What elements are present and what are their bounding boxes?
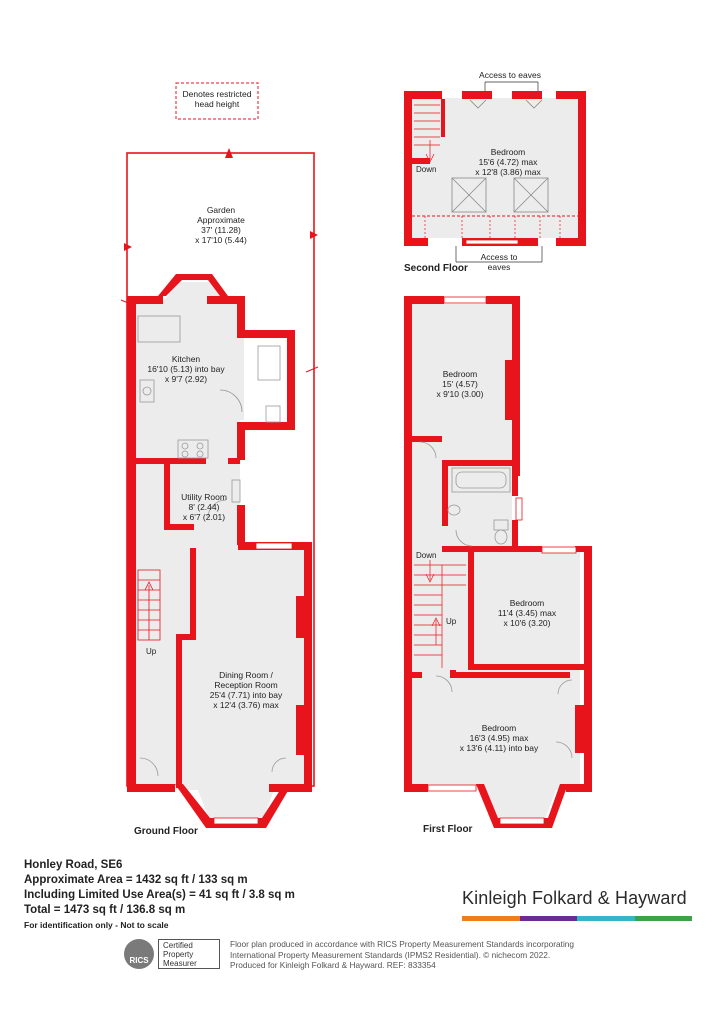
rics-logo: RICS xyxy=(124,939,154,969)
dining-label-2: Reception Room xyxy=(214,680,278,690)
limited-use-area: Including Limited Use Area(s) = 41 sq ft / 3.8 sq m xyxy=(24,889,295,901)
brand-bar-cyan xyxy=(577,916,635,921)
second-down-label: Down xyxy=(416,165,437,174)
second-bed-label: Bedroom xyxy=(490,147,526,157)
garden-approx: Approximate xyxy=(197,215,245,225)
utility-label: Utility Room xyxy=(181,492,227,502)
kitchen-label: Kitchen xyxy=(171,354,201,364)
kitchen-dim-2: x 9'7 (2.92) xyxy=(164,374,208,384)
garden-label: Garden xyxy=(206,205,236,215)
second-floor-title: Second Floor xyxy=(404,263,468,274)
dining-dim-2: x 12'4 (3.76) max xyxy=(213,700,279,710)
rics-line-3: Measurer xyxy=(163,959,197,968)
certified-measurer-box xyxy=(158,939,220,969)
brand-bar-purple xyxy=(520,916,578,921)
first-bed1-dim-2: x 9'10 (3.00) xyxy=(436,389,484,399)
total-area: Total = 1473 sq ft / 136.8 sq m xyxy=(24,904,186,916)
utility-dim-1: 8' (2.44) xyxy=(188,502,220,512)
first-bed3-dim-2: x 13'6 (4.11) into bay xyxy=(459,743,539,753)
first-up-label: Up xyxy=(446,617,457,626)
dining-dim-1: 25'4 (7.71) into bay xyxy=(209,690,283,700)
rics-line-2: Property xyxy=(163,950,194,959)
ground-floor xyxy=(121,83,318,837)
approximate-area: Approximate Area = 1432 sq ft / 133 sq m xyxy=(24,874,248,886)
brand-color-bar xyxy=(462,916,692,921)
disclaimer-line-3: Produced for Kinleigh Folkard & Hayward. REF: 833354 xyxy=(230,960,436,970)
ground-up-label: Up xyxy=(146,647,157,656)
disclaimer xyxy=(230,939,590,971)
brand-bar-green xyxy=(635,916,693,921)
first-floor xyxy=(404,296,592,835)
eaves-bottom-label-2: eaves xyxy=(487,262,511,272)
first-bed3-label: Bedroom xyxy=(481,723,517,733)
brand-bar-orange xyxy=(462,916,520,921)
second-bed-dim-1: 15'6 (4.72) max xyxy=(478,157,538,167)
brand-name: Kinleigh Folkard & Hayward xyxy=(462,888,687,908)
garden-dim-2: x 17'10 (5.44) xyxy=(195,235,247,245)
address: Honley Road, SE6 xyxy=(24,859,123,871)
first-bed1-label: Bedroom xyxy=(442,369,478,379)
restricted-label-2: head height xyxy=(194,99,240,109)
restricted-label-1: Denotes restricted xyxy=(182,89,252,99)
property-info xyxy=(24,858,354,932)
disclaimer-line-1: Floor plan produced in accordance with RICS Property Measurement Standards incorporating xyxy=(230,939,575,949)
first-bed3-dim-1: 16'3 (4.95) max xyxy=(469,733,529,743)
eaves-bottom-label-1: Access to xyxy=(480,252,518,262)
first-bed1-dim-1: 15' (4.57) xyxy=(442,379,478,389)
eaves-top-label: Access to eaves xyxy=(479,70,541,80)
first-bed2-dim-1: 11'4 (3.45) max xyxy=(497,608,557,618)
first-bed2-label: Bedroom xyxy=(509,598,545,608)
first-floor-title: First Floor xyxy=(423,824,473,835)
second-bed-dim-2: x 12'8 (3.86) max xyxy=(475,167,541,177)
dining-label-1: Dining Room / xyxy=(219,670,273,680)
utility-dim-2: x 6'7 (2.01) xyxy=(182,512,226,522)
scale-note: For identification only - Not to scale xyxy=(24,920,169,930)
rics-badge xyxy=(124,939,224,971)
first-bed2-dim-2: x 10'6 (3.20) xyxy=(503,618,551,628)
kitchen-dim-1: 16'10 (5.13) into bay xyxy=(147,364,225,374)
second-floor xyxy=(404,70,586,274)
first-down-label: Down xyxy=(416,551,437,560)
garden-dim-1: 37' (11.28) xyxy=(201,225,241,235)
ground-floor-title: Ground Floor xyxy=(134,826,198,837)
rics-line-1: Certified xyxy=(163,941,193,950)
ground-interior xyxy=(134,282,309,822)
disclaimer-line-2: International Property Measurement Standards (IPMS2 Residential). © nichecom 2022. xyxy=(230,949,551,960)
